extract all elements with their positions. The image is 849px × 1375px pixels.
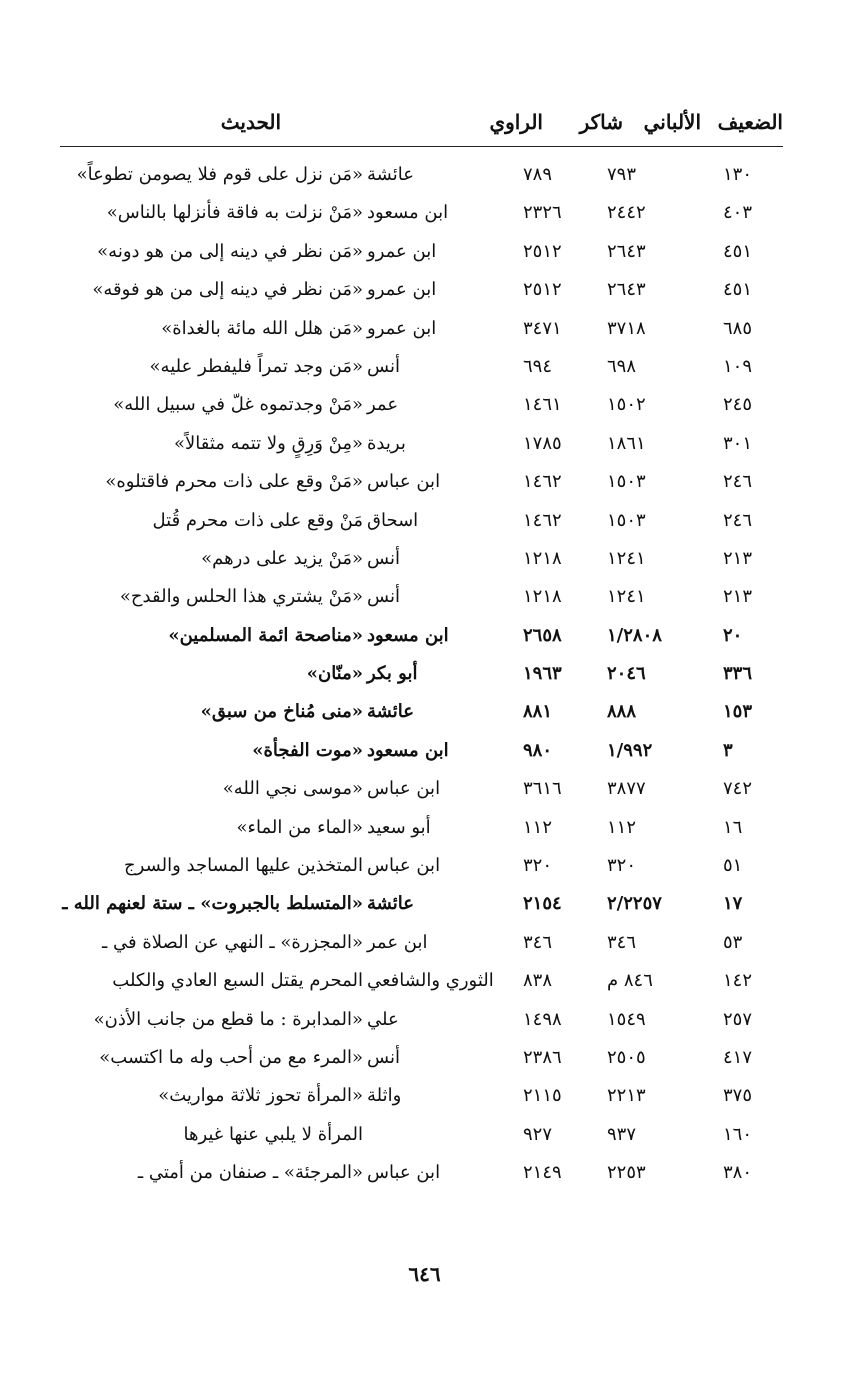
cell-shakir: ٢١٤٩ xyxy=(523,1162,562,1184)
cell-daif: ٢٠ xyxy=(723,624,743,646)
cell-daif: ٤٥١ xyxy=(723,240,753,262)
cell-shakir: ٢١٥٤ xyxy=(523,893,562,915)
cell-shakir: ١١٢ xyxy=(523,816,553,838)
cell-albani: ١٥٠٣ xyxy=(607,471,646,493)
table-row xyxy=(40,966,783,1004)
cell-hadith: «موسى نجي الله» xyxy=(222,778,363,800)
cell-shakir: ١٤٩٨ xyxy=(523,1008,562,1030)
cell-hadith: «مِنْ وَرِقٍ ولا تتمه مثقالاً» xyxy=(174,432,363,454)
cell-hadith: «مَنْ يشتري هذا الحلس والقدح» xyxy=(119,586,363,608)
cell-hadith: «مَن نزل على قوم فلا يصومن تطوعاً» xyxy=(76,164,363,185)
table-row xyxy=(40,506,783,544)
cell-daif: ١٥٣ xyxy=(723,701,753,723)
cell-shakir: ٢١١٥ xyxy=(523,1085,562,1107)
table-body xyxy=(40,160,783,1197)
table-row xyxy=(40,1120,783,1158)
cell-rawi: ابن عمرو xyxy=(367,317,437,339)
cell-albani: ٨٤٦ م xyxy=(607,970,653,992)
table-row xyxy=(40,198,783,236)
cell-hadith: «الماء من الماء» xyxy=(236,816,363,838)
cell-hadith: «منّان» xyxy=(306,663,363,685)
cell-albani: ٢٦٤٣ xyxy=(607,279,646,301)
cell-daif: ٤٠٣ xyxy=(723,202,753,224)
cell-shakir: ٧٨٩ xyxy=(523,164,553,185)
cell-daif: ١٣٠ xyxy=(723,164,753,185)
table-row xyxy=(40,889,783,927)
cell-albani: ٢٢٥٣ xyxy=(607,1162,646,1184)
page-number: ٦٤٦ xyxy=(408,1262,441,1286)
cell-daif: ٤٥١ xyxy=(723,279,753,301)
cell-rawi: ابن مسعود xyxy=(367,202,449,224)
cell-rawi: ابن عباس xyxy=(367,778,441,800)
cell-daif: ١٧ xyxy=(723,893,743,915)
cell-rawi: ابن مسعود xyxy=(367,624,449,646)
cell-shakir: ٨٣٨ xyxy=(523,970,553,992)
table-row xyxy=(40,621,783,659)
cell-rawi: اسحاق xyxy=(367,509,419,531)
cell-daif: ١٦ xyxy=(723,816,743,838)
header-albani: الألباني xyxy=(643,110,701,134)
cell-shakir: ١٢١٨ xyxy=(523,547,562,569)
cell-rawi: ابن عباس xyxy=(367,855,441,877)
cell-shakir: ١٩٦٣ xyxy=(523,663,562,685)
cell-shakir: ٣٢٠ xyxy=(523,855,553,877)
cell-shakir: ١٤٦٢ xyxy=(523,509,562,531)
table-row xyxy=(40,1005,783,1043)
table-row xyxy=(40,928,783,966)
cell-daif: ١٤٢ xyxy=(723,970,753,992)
cell-shakir: ١٤٦١ xyxy=(523,394,562,416)
cell-daif: ٢٥٧ xyxy=(723,1008,753,1030)
cell-shakir: ٢٥١٢ xyxy=(523,240,562,262)
cell-shakir: ٣٦١٦ xyxy=(523,778,562,800)
cell-albani: ٢٦٤٣ xyxy=(607,240,646,262)
cell-rawi: أبو بكر xyxy=(367,663,418,685)
table-row xyxy=(40,659,783,697)
cell-hadith: «المجزرة» ـ النهي عن الصلاة في ـ xyxy=(102,931,363,953)
cell-albani: ٨٨٨ xyxy=(607,701,637,723)
cell-albani: ١١٢ xyxy=(607,816,637,838)
table-row xyxy=(40,429,783,467)
cell-daif: ٣٣٦ xyxy=(723,663,753,685)
cell-hadith: «مَن نظر في دينه إلى من هو دونه» xyxy=(97,240,363,262)
cell-daif: ٢١٣ xyxy=(723,547,753,569)
cell-shakir: ٨٨١ xyxy=(523,701,553,723)
table-row xyxy=(40,697,783,735)
cell-albani: ٣٨٧٧ xyxy=(607,778,646,800)
cell-shakir: ١٧٨٥ xyxy=(523,432,562,454)
header-daif: الضعيف xyxy=(717,110,783,134)
cell-shakir: ٩٢٧ xyxy=(523,1123,553,1145)
cell-albani: ١٥٠٢ xyxy=(607,394,646,416)
cell-daif: ٤١٧ xyxy=(723,1046,753,1068)
cell-hadith: «المرء مع من أحب وله ما اكتسب» xyxy=(99,1046,363,1068)
table-row xyxy=(40,314,783,352)
cell-hadith: «المدابرة : ما قطع من جانب الأذن» xyxy=(93,1008,363,1030)
cell-daif: ٥٣ xyxy=(723,931,743,953)
table-row xyxy=(40,736,783,774)
cell-albani: ١٢٤١ xyxy=(607,586,646,608)
cell-rawi: عائشة xyxy=(367,701,414,723)
cell-daif: ٥١ xyxy=(723,855,743,877)
cell-hadith: «مَنْ وجدتموه غلّ في سبيل الله» xyxy=(113,394,363,416)
header-hadith: الحديث xyxy=(220,110,281,134)
cell-daif: ٢٤٦ xyxy=(723,509,753,531)
cell-rawi: أبو سعيد xyxy=(367,816,431,838)
cell-shakir: ٢٥١٢ xyxy=(523,279,562,301)
cell-rawi: ابن عمرو xyxy=(367,240,437,262)
cell-albani: ٢/٢٢٥٧ xyxy=(607,893,662,915)
cell-shakir: ١٢١٨ xyxy=(523,586,562,608)
cell-hadith: «مناصحة ائمة المسلمين» xyxy=(168,624,363,646)
cell-shakir: ٢٣٨٦ xyxy=(523,1046,562,1068)
cell-rawi: الثوري والشافعي xyxy=(367,970,494,992)
cell-hadith: «مَن وجد تمراً فليفطر عليه» xyxy=(149,355,363,377)
cell-shakir: ٣٤٦ xyxy=(523,931,553,953)
cell-rawi: واثلة xyxy=(367,1085,402,1107)
cell-daif: ٣٠١ xyxy=(723,432,753,454)
table-header xyxy=(60,108,783,147)
cell-daif: ١٦٠ xyxy=(723,1123,753,1145)
cell-hadith: «منى مُناخ من سبق» xyxy=(200,701,363,723)
cell-hadith: «موت الفجأة» xyxy=(252,739,363,761)
table-row xyxy=(40,1043,783,1081)
cell-rawi: عمر xyxy=(367,394,399,416)
cell-hadith: «مَنْ نزلت به فاقة فأنزلها بالناس» xyxy=(106,202,363,224)
table-row xyxy=(40,160,783,198)
cell-hadith: المحرم يقتل السبع العادي والكلب xyxy=(112,970,363,992)
cell-daif: ٣٨٠ xyxy=(723,1162,753,1184)
cell-daif: ٣ xyxy=(723,739,733,761)
cell-albani: ٣٧١٨ xyxy=(607,317,646,339)
table-row xyxy=(40,774,783,812)
cell-rawi: علي xyxy=(367,1008,399,1030)
table-row xyxy=(40,237,783,275)
cell-hadith: «المرجئة» ـ صنفان من أمتي ـ xyxy=(137,1162,363,1184)
cell-rawi: ابن عباس xyxy=(367,471,441,493)
table-row xyxy=(40,1158,783,1196)
cell-albani: ٢٠٤٦ xyxy=(607,663,646,685)
cell-hadith: «مَنْ وقع على ذات محرم فاقتلوه» xyxy=(105,471,363,493)
cell-albani: ١٥٤٩ xyxy=(607,1008,646,1030)
table-row xyxy=(40,467,783,505)
table-row xyxy=(40,851,783,889)
cell-albani: ١/٩٩٢ xyxy=(607,739,653,761)
cell-rawi: أنس xyxy=(367,355,400,377)
cell-albani: ٢٤٤٢ xyxy=(607,202,646,224)
cell-rawi: ابن عمرو xyxy=(367,279,437,301)
cell-hadith: «مَن هلل الله مائة بالغداة» xyxy=(161,317,363,339)
cell-albani: ٧٩٣ xyxy=(607,164,637,185)
cell-shakir: ١٤٦٢ xyxy=(523,471,562,493)
cell-hadith: «مَنْ يزيد على درهم» xyxy=(201,547,363,569)
cell-rawi: أنس xyxy=(367,1046,400,1068)
cell-rawi: بريدة xyxy=(367,432,406,454)
cell-rawi: أنس xyxy=(367,586,400,608)
cell-albani: ٣٤٦ xyxy=(607,931,637,953)
cell-hadith: المرأة لا يلبي عنها غيرها xyxy=(183,1123,363,1145)
header-shakir: شاكر xyxy=(579,110,623,134)
cell-hadith: مَنْ وقع على ذات محرم قُتل xyxy=(152,509,363,531)
cell-shakir: ٦٩٤ xyxy=(523,355,553,377)
cell-rawi: ابن عباس xyxy=(367,1162,441,1184)
cell-rawi: عائشة xyxy=(367,893,414,915)
cell-rawi: أنس xyxy=(367,547,400,569)
cell-daif: ٧٤٢ xyxy=(723,778,753,800)
header-rawi: الراوي xyxy=(489,110,543,134)
cell-daif: ١٠٩ xyxy=(723,355,753,377)
cell-hadith: «المتسلط بالجبروت» ـ ستة لعنهم الله ـ xyxy=(62,893,363,915)
cell-shakir: ٣٤٧١ xyxy=(523,317,562,339)
table-row xyxy=(40,352,783,390)
cell-shakir: ٢٦٥٨ xyxy=(523,624,562,646)
cell-albani: ٢٥٠٥ xyxy=(607,1046,646,1068)
cell-albani: ٦٩٨ xyxy=(607,355,637,377)
cell-hadith: «مَن نظر في دينه إلى من هو فوقه» xyxy=(92,279,363,301)
table-row xyxy=(40,544,783,582)
cell-albani: ١٢٤١ xyxy=(607,547,646,569)
cell-shakir: ٩٨٠ xyxy=(523,739,553,761)
cell-rawi: ابن مسعود xyxy=(367,739,449,761)
table-row xyxy=(40,275,783,313)
cell-albani: ٩٣٧ xyxy=(607,1123,637,1145)
cell-shakir: ٢٣٢٦ xyxy=(523,202,562,224)
table-row xyxy=(40,813,783,851)
cell-albani: ١٨٦١ xyxy=(607,432,646,454)
table-row xyxy=(40,390,783,428)
cell-albani: ٣٢٠ xyxy=(607,855,637,877)
cell-rawi: ابن عمر xyxy=(367,931,428,953)
cell-hadith: «المرأة تحوز ثلاثة مواريث» xyxy=(158,1085,363,1107)
cell-hadith: المتخذين عليها المساجد والسرج xyxy=(124,855,363,877)
cell-daif: ٦٨٥ xyxy=(723,317,753,339)
cell-albani: ٢٢١٣ xyxy=(607,1085,646,1107)
cell-albani: ١٥٠٣ xyxy=(607,509,646,531)
cell-albani: ١/٢٨٠٨ xyxy=(607,624,662,646)
table-row xyxy=(40,582,783,620)
table-row xyxy=(40,1081,783,1119)
cell-daif: ٢٤٥ xyxy=(723,394,753,416)
cell-rawi: عائشة xyxy=(367,164,414,185)
cell-daif: ٣٧٥ xyxy=(723,1085,753,1107)
cell-daif: ٢٤٦ xyxy=(723,471,753,493)
cell-daif: ٢١٣ xyxy=(723,586,753,608)
